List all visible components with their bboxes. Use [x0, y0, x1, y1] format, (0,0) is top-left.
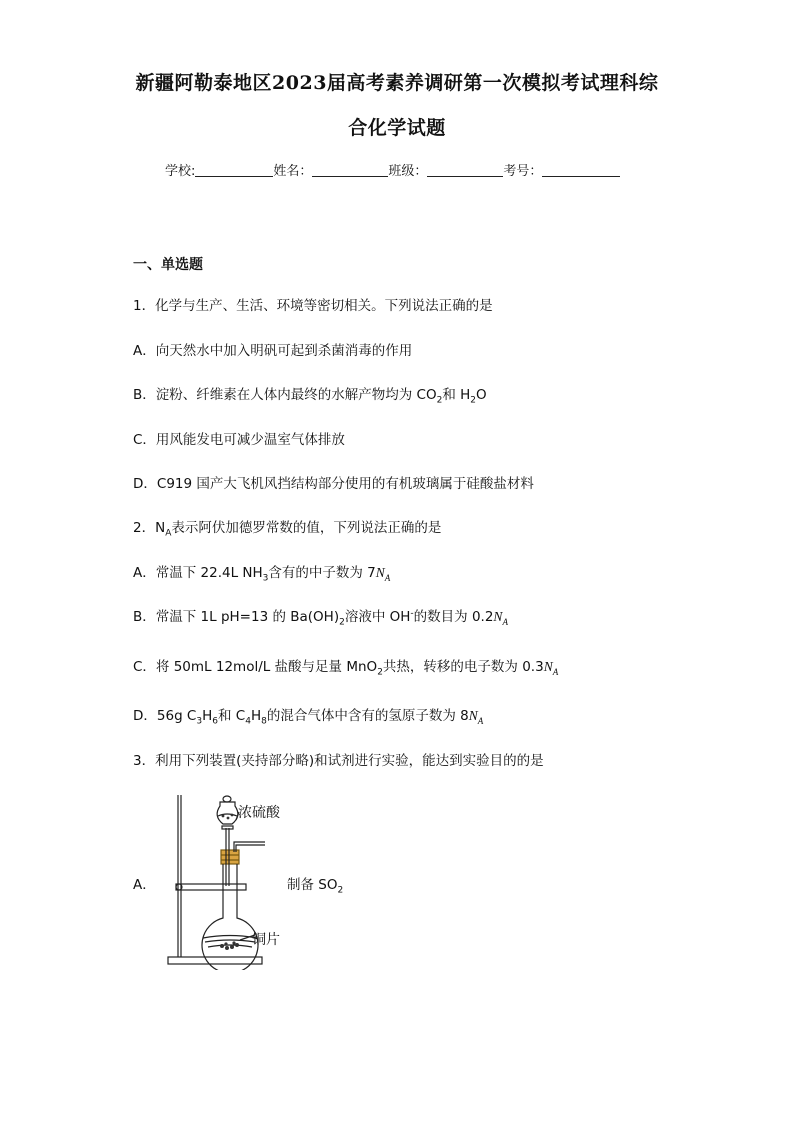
section-heading: 一、单选题 [133, 257, 203, 273]
exam-title-line2: 合化学试题 [348, 117, 446, 139]
q2-option-c: C．将 50mL 12mol/L 盐酸与足量 MnO$_2$共热，转移的电子数为 $0.3N_A$ [133, 659, 559, 678]
number-label: 考号： [503, 164, 543, 179]
q1-option-d: D．C919 国产大飞机风挡结构部分使用的有机玻璃属于硅酸盐材料 [133, 476, 534, 492]
exam-title-line1: 新疆阿勒泰地区2023届高考素养调研第一次模拟考试理科综 [135, 72, 659, 94]
name-blank[interactable] [312, 164, 388, 177]
acid-label: 浓硫酸 [238, 805, 280, 821]
q2-option-b: B．常温下 1L pH=13 的 $Ba(OH)_2$溶液中 OH-的数目为 $0.2N_A$ [133, 608, 508, 628]
q2-option-d: D．56g $C_3H_6$和 $C_4H_8$的混合气体中含有的氢原子数为 $8N_A$ [133, 708, 484, 727]
clamp-arm [176, 884, 246, 890]
q1-option-c: C．用风能发电可减少温室气体排放 [133, 432, 345, 448]
q1-option-a: A．向天然水中加入明矾可起到杀菌消毒的作用 [133, 343, 413, 359]
q3-stem: 3．利用下列装置(夹持部分略)和试剂进行实验，能达到实验目的的是 [133, 753, 544, 769]
q2-stem: 2．$N_A$表示阿伏加德罗常数的值，下列说法正确的是 [133, 520, 442, 539]
stand-base [168, 957, 262, 964]
copper-label: 铜片 [252, 932, 280, 948]
q2-option-a: A．常温下 22.4L $NH_3$含有的中子数为 $7N_A$ [133, 565, 391, 584]
school-label: 学校: [165, 164, 196, 179]
separatory-funnel [217, 802, 238, 824]
number-blank[interactable] [542, 164, 620, 177]
student-info-row [165, 160, 620, 179]
q3-option-a-label: A． [133, 877, 156, 893]
class-blank[interactable] [427, 164, 503, 177]
q1-option-b: B．淀粉、纤维素在人体内最终的水解产物均为 $CO_2$和 $H_2O$ [133, 387, 487, 406]
name-label: 姓名： [273, 164, 313, 179]
q3-option-a-caption: 制备 $SO_2$ [287, 877, 344, 896]
q1-stem: 1．化学与生产、生活、环境等密切相关。下列说法正确的是 [133, 298, 493, 314]
class-label: 班级： [388, 164, 428, 179]
school-blank[interactable] [195, 164, 273, 177]
rubber-stopper [221, 850, 239, 864]
